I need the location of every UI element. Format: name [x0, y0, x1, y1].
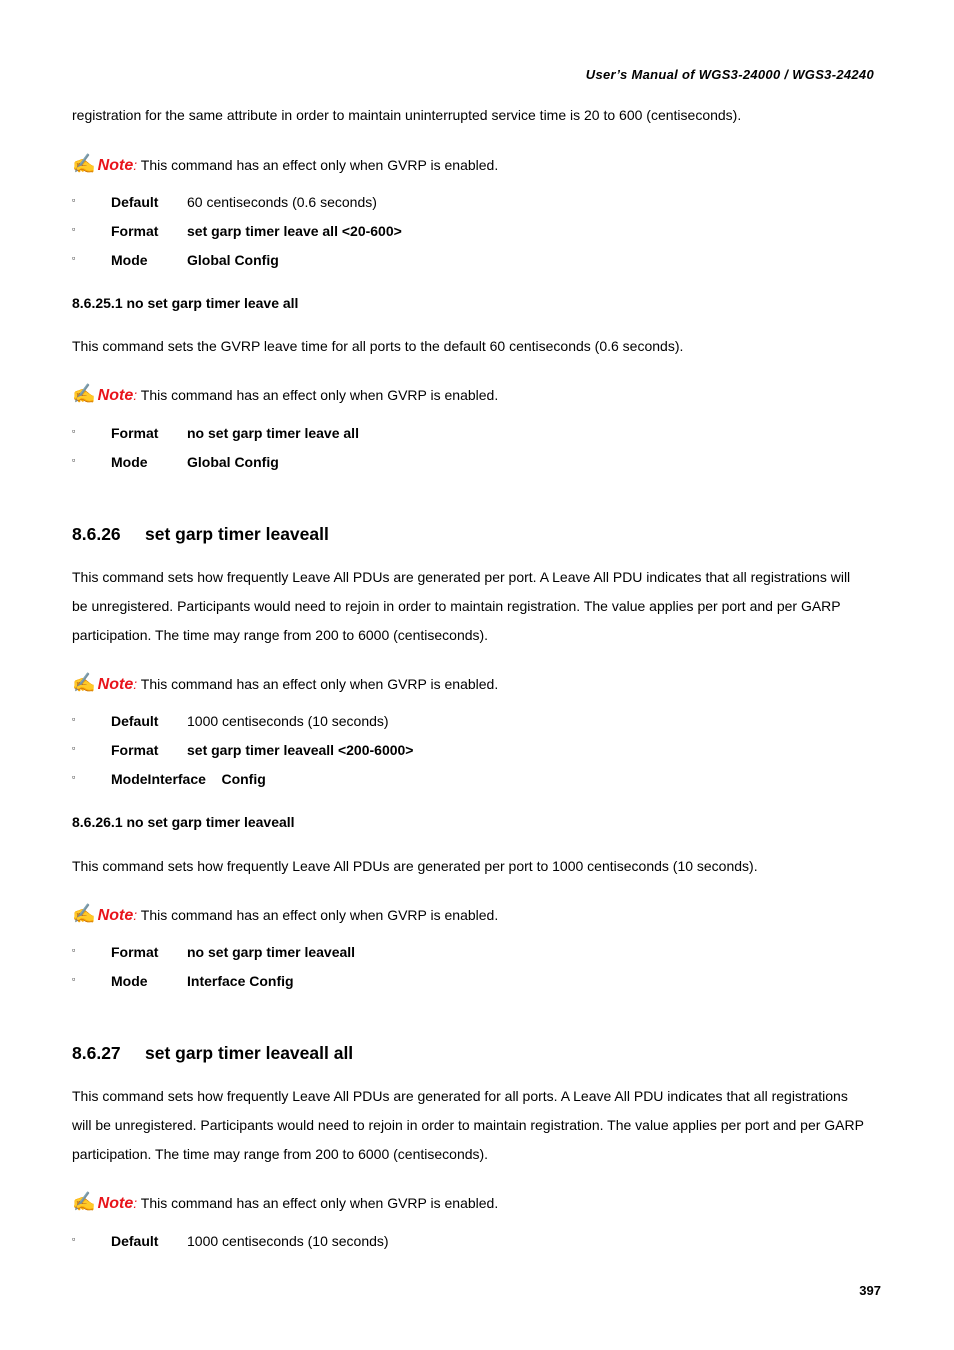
- note-text: This command has an effect only when GVRP is enabled.: [137, 1195, 499, 1211]
- note-colon: :: [133, 676, 138, 692]
- note-label: Note: [97, 387, 134, 404]
- note-colon: :: [133, 387, 138, 403]
- item-key: Mode: [111, 973, 148, 989]
- note: [72, 152, 498, 176]
- item-key: Default: [111, 194, 159, 210]
- note-label: Note: [97, 676, 134, 693]
- small-square-bullet-icon: ▫: [72, 1234, 76, 1244]
- small-square-bullet-icon: ▫: [72, 195, 76, 205]
- section-heading: [72, 524, 329, 545]
- item-key: Mode: [111, 252, 148, 268]
- pen-writing-icon: ✍: [72, 904, 96, 925]
- small-square-bullet-icon: ▫: [72, 772, 76, 782]
- item-key: Default: [111, 713, 159, 729]
- paragraph-line: participation. The time may range from 200 to 6000 (centiseconds).: [72, 1146, 489, 1162]
- small-square-bullet-icon: ▫: [72, 224, 76, 234]
- item-value: 1000 centiseconds (10 seconds): [187, 713, 389, 729]
- note-label: Note: [97, 157, 134, 174]
- paragraph-line: This command sets how frequently Leave All PDUs are generated per port. A Leave All PDU indicates that all registrations will: [72, 569, 851, 585]
- note-text: This command has an effect only when GVRP is enabled.: [137, 676, 499, 692]
- section-heading: [72, 1043, 353, 1064]
- note-label: Note: [97, 907, 134, 924]
- item-value: no set garp timer leaveall: [187, 944, 356, 960]
- paragraph-line: be unregistered. Participants would need to rejoin in order to maintain registration. The value applies per port and per GARP: [72, 598, 841, 614]
- item-value: set garp timer leave all <20-600>: [187, 223, 402, 239]
- note-label: Note: [97, 1195, 134, 1212]
- note-colon: :: [133, 907, 138, 923]
- note-text: This command has an effect only when GVRP is enabled.: [137, 907, 499, 923]
- section-number: 8.6.27: [72, 1043, 121, 1063]
- item-value: set garp timer leaveall <200-6000>: [187, 742, 414, 758]
- item-value: 60 centiseconds (0.6 seconds): [187, 194, 377, 210]
- pen-writing-icon: ✍: [72, 154, 96, 175]
- small-square-bullet-icon: ▫: [72, 426, 76, 436]
- small-square-bullet-icon: ▫: [72, 974, 76, 984]
- pen-writing-icon: ✍: [72, 673, 96, 694]
- item-key: Default: [111, 1233, 159, 1249]
- subsection-heading: 8.6.25.1 no set garp timer leave all: [72, 295, 299, 311]
- subsection-heading: 8.6.26.1 no set garp timer leaveall: [72, 814, 295, 830]
- section-title: set garp timer leaveall: [145, 524, 329, 544]
- pen-writing-icon: ✍: [72, 384, 96, 405]
- note: [72, 902, 498, 926]
- paragraph: This command sets how frequently Leave All PDUs are generated per port to 1000 centiseconds (10 seconds).: [72, 858, 758, 874]
- small-square-bullet-icon: ▫: [72, 455, 76, 465]
- note-text: This command has an effect only when GVRP is enabled.: [137, 157, 499, 173]
- note: [72, 1190, 498, 1214]
- item-key: Format: [111, 425, 159, 441]
- small-square-bullet-icon: ▫: [72, 743, 76, 753]
- note-text: This command has an effect only when GVRP is enabled.: [137, 387, 499, 403]
- paragraph-line: will be unregistered. Participants would need to rejoin in order to maintain registration. The value applies per port and per GARP: [72, 1117, 864, 1133]
- small-square-bullet-icon: ▫: [72, 945, 76, 955]
- item-value: Global Config: [187, 252, 279, 268]
- section-number: 8.6.26: [72, 524, 121, 544]
- item-value: no set garp timer leave all: [187, 425, 359, 441]
- paragraph: [72, 1082, 884, 1169]
- item-key: Format: [111, 223, 159, 239]
- small-square-bullet-icon: ▫: [72, 714, 76, 724]
- section-title: set garp timer leaveall all: [145, 1043, 354, 1063]
- item-key: Format: [111, 742, 159, 758]
- paragraph: This command sets the GVRP leave time for all ports to the default 60 centiseconds (0.6 seconds).: [72, 338, 684, 354]
- item-value: Interface Config: [187, 973, 294, 989]
- page-number: 397: [859, 1283, 881, 1298]
- manual-header: User’s Manual of WGS3-24000 / WGS3-24240: [585, 67, 874, 82]
- item-value: Global Config: [187, 454, 279, 470]
- paragraph-line: participation. The time may range from 200 to 6000 (centiseconds).: [72, 627, 489, 643]
- paragraph-line: This command sets how frequently Leave All PDUs are generated for all ports. A Leave All PDU indicates that all registrations: [72, 1088, 848, 1104]
- pen-writing-icon: ✍: [72, 1192, 96, 1213]
- note: [72, 671, 498, 695]
- note-colon: :: [133, 1195, 138, 1211]
- item-value: 1000 centiseconds (10 seconds): [187, 1233, 389, 1249]
- paragraph: registration for the same attribute in order to maintain uninterrupted service time is 20 to 600 (centiseconds).: [72, 107, 742, 123]
- note: [72, 382, 498, 406]
- item-key: Mode: [111, 454, 148, 470]
- paragraph: [72, 563, 884, 650]
- small-square-bullet-icon: ▫: [72, 253, 76, 263]
- item-key: Format: [111, 944, 159, 960]
- note-colon: :: [133, 157, 138, 173]
- item-key-value: ModeInterface Config: [111, 771, 266, 787]
